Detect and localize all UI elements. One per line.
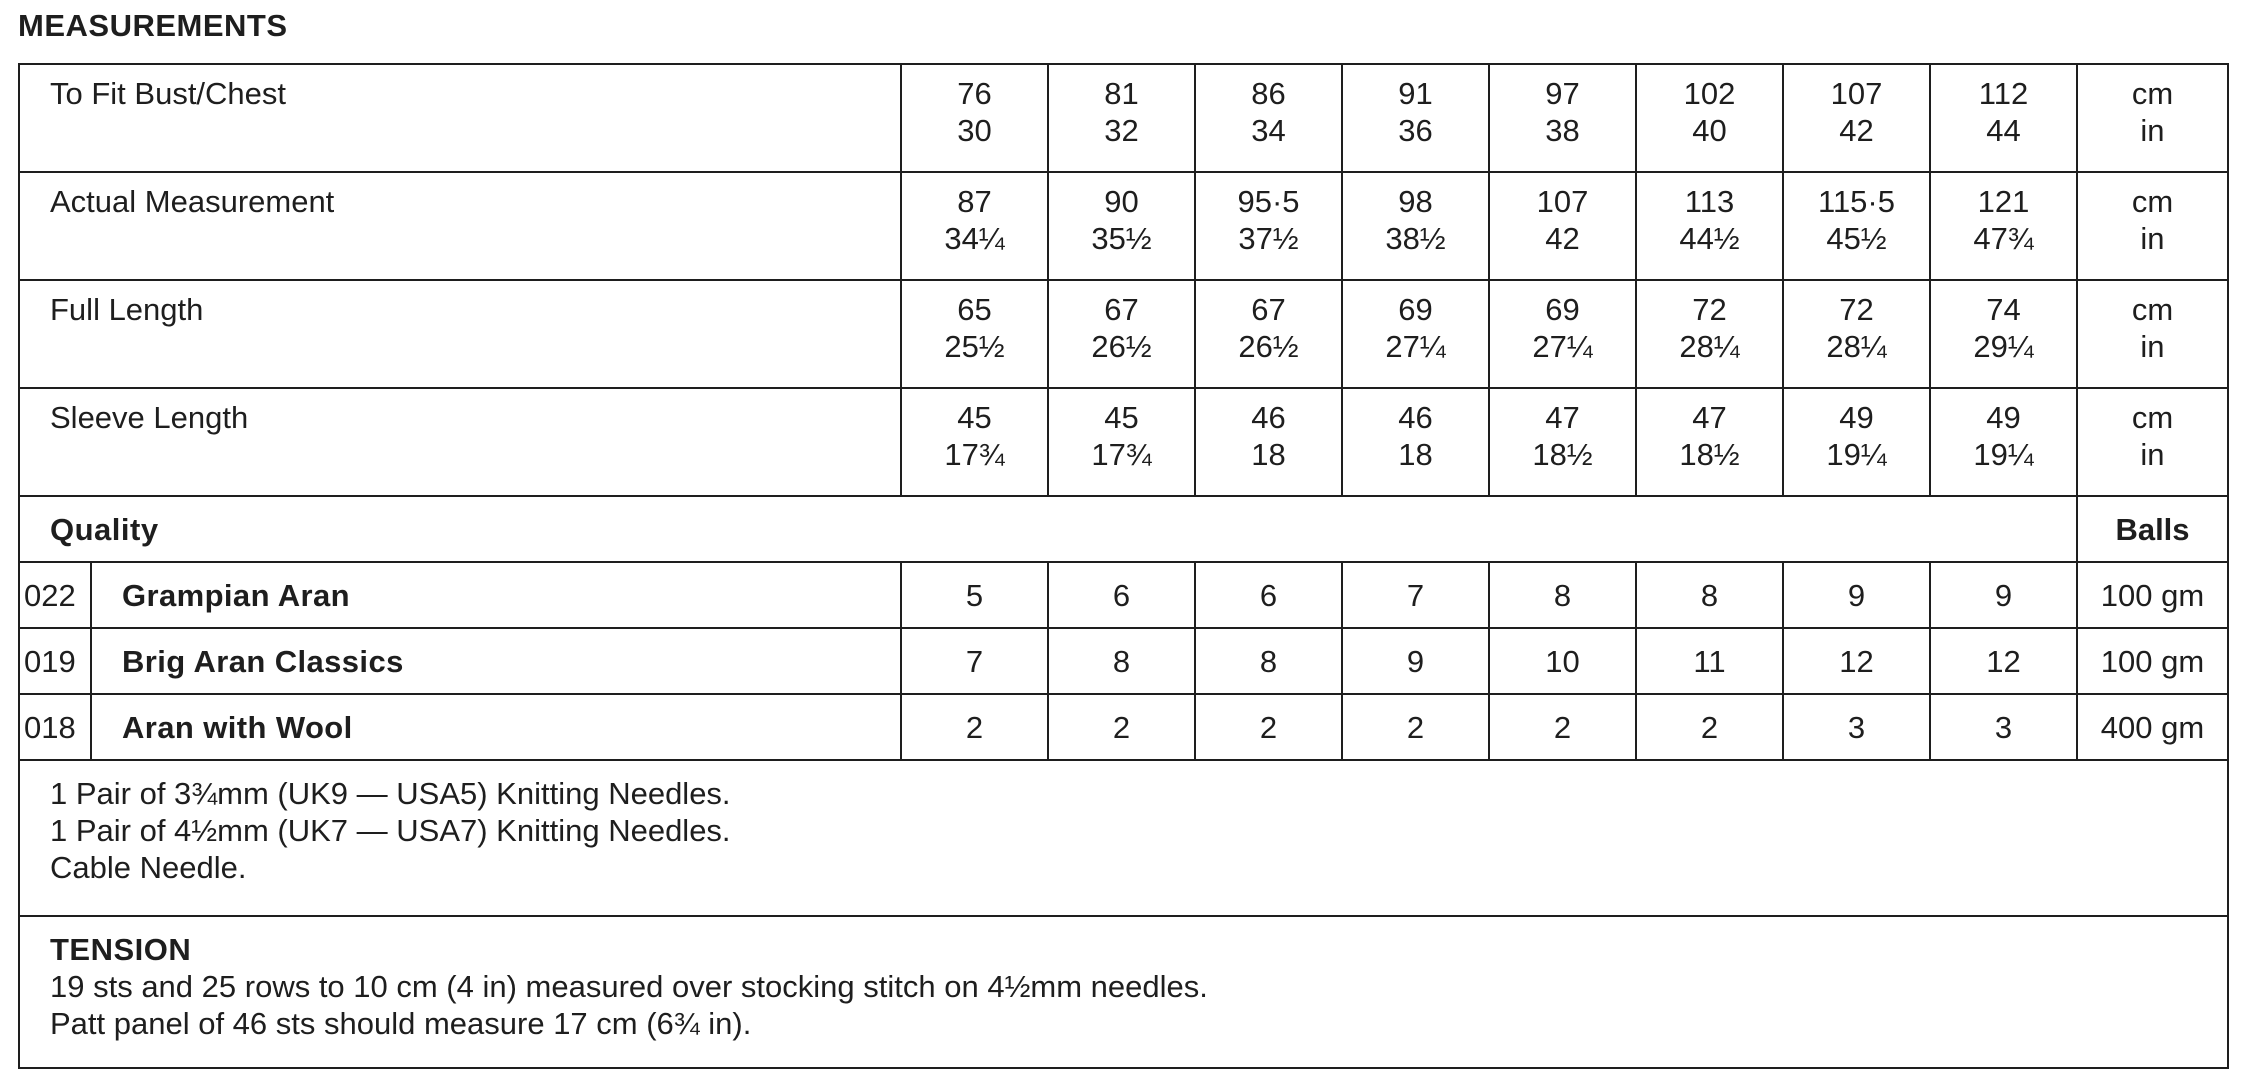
value-in: 42	[1839, 113, 1874, 148]
unit-in: in	[2140, 329, 2165, 364]
balls-label: Balls	[2077, 496, 2228, 562]
ball-weight: 100 gm	[2077, 562, 2228, 628]
size-value-cell	[1195, 64, 1342, 172]
size-value-cell	[1342, 172, 1489, 280]
tension-heading: TENSION	[50, 932, 192, 967]
value-in: 36	[1398, 113, 1433, 148]
yarn-name: Aran with Wool	[91, 694, 901, 760]
value-cm: 90	[1104, 184, 1139, 219]
size-value-cell	[1930, 280, 2077, 388]
size-value-cell	[1930, 172, 2077, 280]
value-cm: 95·5	[1237, 184, 1300, 219]
size-value-cell	[1195, 280, 1342, 388]
size-value-cell	[1489, 64, 1636, 172]
size-value-cell	[1048, 172, 1195, 280]
ball-count: 12	[1930, 628, 2077, 694]
size-value-cell	[1783, 280, 1930, 388]
tension-line: 19 sts and 25 rows to 10 cm (4 in) measured over stocking stitch on 4½mm needles.	[50, 969, 1208, 1004]
size-value-cell	[1930, 64, 2077, 172]
unit-cm: cm	[2131, 184, 2174, 219]
value-cm: 47	[1692, 400, 1727, 435]
value-in: 42	[1545, 221, 1580, 256]
row-label: Actual Measurement	[19, 172, 901, 280]
ball-count: 7	[901, 628, 1048, 694]
needle-line: 1 Pair of 4½mm (UK7 — USA7) Knitting Needles.	[50, 813, 731, 848]
quality-label: Quality	[19, 496, 2077, 562]
value-in: 45½	[1826, 221, 1887, 256]
unit-cm: cm	[2131, 292, 2174, 327]
value-in: 18	[1251, 437, 1286, 472]
value-in: 32	[1104, 113, 1139, 148]
value-cm: 49	[1839, 400, 1874, 435]
yarn-code: 018	[19, 694, 91, 760]
value-cm: 86	[1251, 76, 1286, 111]
size-value-cell	[901, 172, 1048, 280]
ball-weight: 100 gm	[2077, 628, 2228, 694]
ball-count: 7	[1342, 562, 1489, 628]
value-in: 38	[1545, 113, 1580, 148]
measurement-row	[19, 280, 2228, 388]
value-cm: 46	[1251, 400, 1286, 435]
ball-count: 2	[1342, 694, 1489, 760]
row-label: Full Length	[19, 280, 901, 388]
value-in: 44	[1986, 113, 2021, 148]
size-value-cell	[1636, 64, 1783, 172]
value-in: 44½	[1679, 221, 1740, 256]
value-in: 17¾	[944, 437, 1005, 472]
unit-cell	[2077, 172, 2228, 280]
unit-in: in	[2140, 221, 2165, 256]
value-cm: 107	[1536, 184, 1589, 219]
value-in: 30	[957, 113, 992, 148]
yarn-row	[19, 562, 2228, 628]
tension-row	[19, 916, 2228, 1068]
value-cm: 98	[1398, 184, 1433, 219]
value-cm: 107	[1830, 76, 1883, 111]
unit-cell	[2077, 64, 2228, 172]
ball-count: 11	[1636, 628, 1783, 694]
value-in: 19¼	[1826, 437, 1887, 472]
yarn-code: 019	[19, 628, 91, 694]
value-cm: 69	[1545, 292, 1580, 327]
value-cm: 69	[1398, 292, 1433, 327]
page-title: MEASUREMENTS	[18, 8, 288, 43]
ball-count: 2	[901, 694, 1048, 760]
value-in: 26½	[1238, 329, 1299, 364]
unit-cm: cm	[2131, 76, 2174, 111]
size-value-cell	[1048, 388, 1195, 496]
value-cm: 74	[1986, 292, 2021, 327]
measurement-row	[19, 388, 2228, 496]
tension-line: Patt panel of 46 sts should measure 17 cm (6¾ in).	[50, 1006, 752, 1041]
value-cm: 91	[1398, 76, 1433, 111]
yarn-name: Grampian Aran	[91, 562, 901, 628]
needle-line: Cable Needle.	[50, 850, 247, 885]
value-cm: 115·5	[1818, 184, 1895, 219]
size-value-cell	[1930, 388, 2077, 496]
size-value-cell	[1048, 64, 1195, 172]
value-cm: 45	[1104, 400, 1139, 435]
size-value-cell	[901, 64, 1048, 172]
ball-count: 3	[1930, 694, 2077, 760]
value-cm: 65	[957, 292, 992, 327]
sizes-row	[19, 64, 2228, 172]
ball-count: 8	[1489, 562, 1636, 628]
value-cm: 81	[1104, 76, 1139, 111]
value-in: 26½	[1091, 329, 1152, 364]
size-value-cell	[1489, 280, 1636, 388]
ball-count: 10	[1489, 628, 1636, 694]
size-value-cell	[1195, 388, 1342, 496]
size-value-cell	[1342, 388, 1489, 496]
ball-count: 9	[1342, 628, 1489, 694]
value-in: 47¾	[1973, 221, 2034, 256]
quality-header-row	[19, 496, 2228, 562]
value-in: 34	[1251, 113, 1286, 148]
value-cm: 45	[957, 400, 992, 435]
unit-cell	[2077, 388, 2228, 496]
value-in: 25½	[944, 329, 1005, 364]
value-in: 27¼	[1385, 329, 1446, 364]
ball-count: 3	[1783, 694, 1930, 760]
size-value-cell	[1489, 172, 1636, 280]
ball-count: 2	[1636, 694, 1783, 760]
yarn-code: 022	[19, 562, 91, 628]
ball-count: 2	[1489, 694, 1636, 760]
ball-count: 8	[1636, 562, 1783, 628]
ball-count: 8	[1195, 628, 1342, 694]
needles-cell	[19, 760, 2228, 916]
tension-cell	[19, 916, 2228, 1068]
value-in: 34¼	[944, 221, 1005, 256]
measurement-row	[19, 172, 2228, 280]
size-value-cell	[1048, 280, 1195, 388]
ball-count: 2	[1195, 694, 1342, 760]
table-body	[19, 64, 2228, 1068]
ball-count: 5	[901, 562, 1048, 628]
unit-cell	[2077, 280, 2228, 388]
value-in: 28¼	[1826, 329, 1887, 364]
yarn-row	[19, 628, 2228, 694]
size-value-cell	[1636, 172, 1783, 280]
value-cm: 72	[1839, 292, 1874, 327]
ball-count: 6	[1195, 562, 1342, 628]
measurements-table	[18, 63, 2229, 1069]
size-value-cell	[901, 280, 1048, 388]
value-cm: 87	[957, 184, 992, 219]
value-cm: 46	[1398, 400, 1433, 435]
size-value-cell	[1783, 64, 1930, 172]
value-in: 18	[1398, 437, 1433, 472]
value-in: 35½	[1091, 221, 1152, 256]
value-cm: 113	[1684, 184, 1735, 219]
unit-in: in	[2140, 437, 2165, 472]
value-cm: 102	[1683, 76, 1736, 111]
value-cm: 49	[1986, 400, 2021, 435]
value-in: 19¼	[1973, 437, 2034, 472]
value-cm: 121	[1977, 184, 2030, 219]
unit-cm: cm	[2131, 400, 2174, 435]
value-cm: 47	[1545, 400, 1580, 435]
yarn-name: Brig Aran Classics	[91, 628, 901, 694]
ball-count: 9	[1783, 562, 1930, 628]
ball-count: 2	[1048, 694, 1195, 760]
value-cm: 67	[1251, 292, 1286, 327]
size-value-cell	[1195, 172, 1342, 280]
value-cm: 112	[1978, 76, 2029, 111]
size-value-cell	[1636, 280, 1783, 388]
value-cm: 97	[1545, 76, 1580, 111]
size-value-cell	[1342, 64, 1489, 172]
ball-count: 9	[1930, 562, 2077, 628]
value-cm: 67	[1104, 292, 1139, 327]
size-value-cell	[901, 388, 1048, 496]
value-in: 27¼	[1532, 329, 1593, 364]
unit-in: in	[2140, 113, 2165, 148]
row-label: Sleeve Length	[19, 388, 901, 496]
value-in: 28¼	[1679, 329, 1740, 364]
row-label: To Fit Bust/Chest	[19, 64, 901, 172]
value-in: 18½	[1679, 437, 1740, 472]
ball-count: 12	[1783, 628, 1930, 694]
value-in: 40	[1692, 113, 1727, 148]
value-in: 37½	[1238, 221, 1299, 256]
needle-line: 1 Pair of 3¾mm (UK9 — USA5) Knitting Needles.	[50, 776, 731, 811]
ball-count: 6	[1048, 562, 1195, 628]
value-in: 17¾	[1091, 437, 1152, 472]
value-cm: 76	[957, 76, 992, 111]
needles-row	[19, 760, 2228, 916]
ball-count: 8	[1048, 628, 1195, 694]
value-cm: 72	[1692, 292, 1727, 327]
size-value-cell	[1783, 388, 1930, 496]
ball-weight: 400 gm	[2077, 694, 2228, 760]
value-in: 29¼	[1973, 329, 2034, 364]
size-value-cell	[1489, 388, 1636, 496]
value-in: 18½	[1532, 437, 1593, 472]
value-in: 38½	[1385, 221, 1446, 256]
size-value-cell	[1342, 280, 1489, 388]
yarn-row	[19, 694, 2228, 760]
size-value-cell	[1783, 172, 1930, 280]
size-value-cell	[1636, 388, 1783, 496]
